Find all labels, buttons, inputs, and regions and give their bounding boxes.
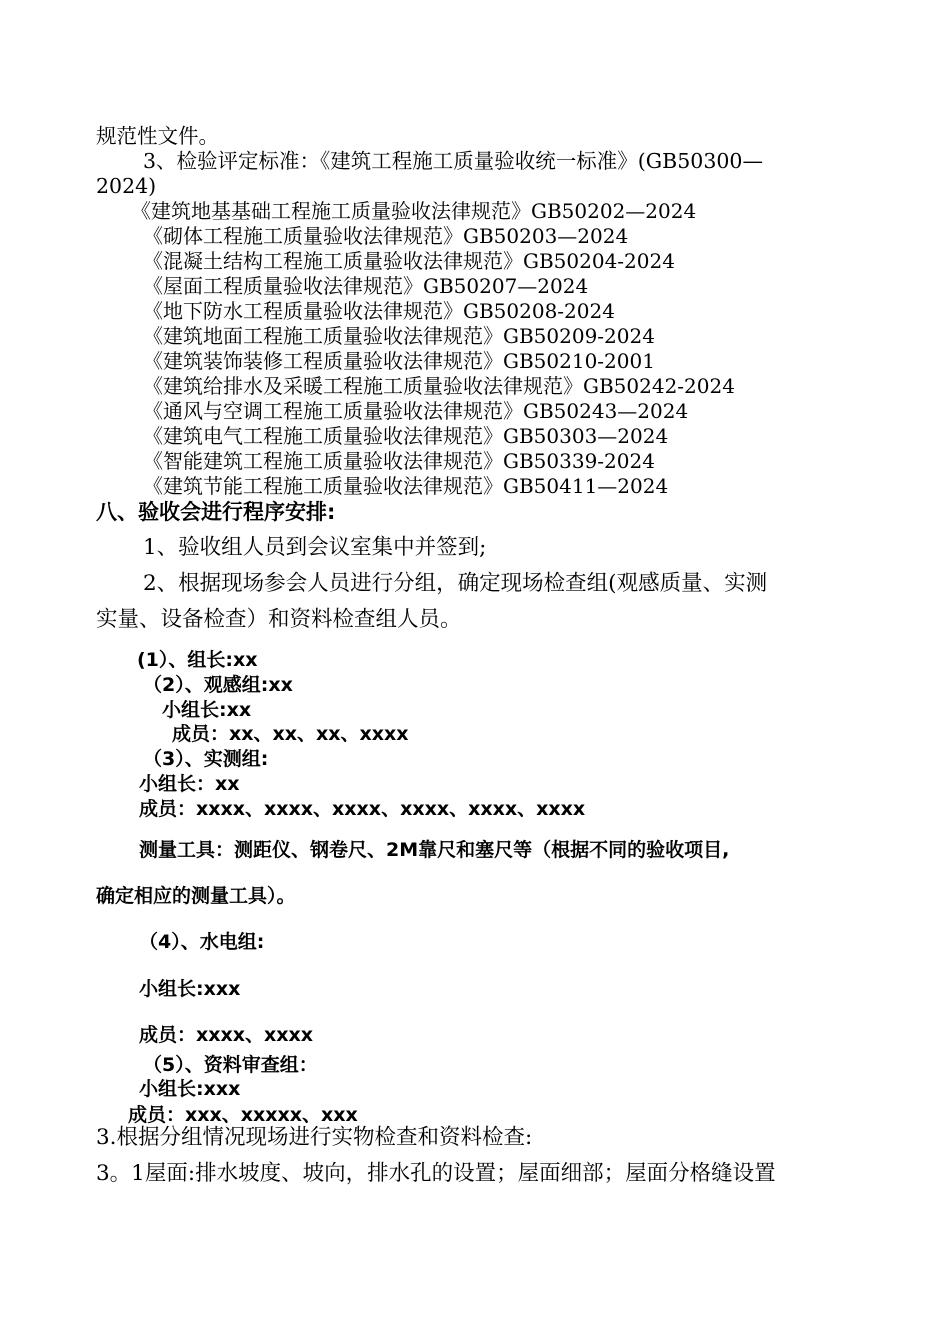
paragraph: 实量、设备检查）和资料检查组人员。 [96, 607, 462, 632]
standard-item: 《通风与空调工程施工质量验收法律规范》GB50243—2024 [143, 399, 689, 423]
standard-item: 《建筑地面工程施工质量验收法律规范》GB50209-2024 [143, 324, 655, 348]
paragraph: 3.根据分组情况现场进行实物检查和资料检查: [96, 1125, 533, 1150]
group-heading: （3）、实测组: [143, 748, 269, 770]
group-heading: （5）、资料审查组： [143, 1054, 318, 1076]
group-members: 成员：xx、xx、xx、xxxx [172, 723, 409, 745]
standard-item: 《建筑节能工程施工质量验收法律规范》GB50411—2024 [143, 474, 669, 498]
standard-item: 《地下防水工程质量验收法律规范》GB50208-2024 [143, 299, 615, 323]
group-members: 成员：xxxx、xxxx [139, 1024, 314, 1046]
standard-item: 《屋面工程质量验收法律规范》GB50207—2024 [143, 274, 589, 298]
standard-item: 《智能建筑工程施工质量验收法律规范》GB50339-2024 [143, 449, 655, 473]
paragraph: 2、根据现场参会人员进行分组，确定现场检查组(观感质量、实测 [143, 571, 768, 596]
group-members: 成员：xxxx、xxxx、xxxx、xxxx、xxxx、xxxx [139, 798, 586, 820]
standard-item: 《建筑给排水及采暖工程施工质量验收法律规范》GB50242-2024 [143, 374, 735, 398]
standard-item: 《建筑装饰装修工程质量验收法律规范》GB50210-2001 [143, 349, 655, 373]
intro-line-3: 2024) [96, 174, 157, 198]
standard-item: 《混凝土结构工程施工质量验收法律规范》GB50204-2024 [143, 249, 675, 273]
group-leader: (1）、组长:xx [137, 649, 258, 671]
standard-item: 《砌体工程施工质量验收法律规范》GB50203—2024 [143, 224, 629, 248]
section-heading: 八、验收会进行程序安排: [96, 500, 336, 524]
intro-line-2: 3、检验评定标准：《建筑工程施工质量验收统一标准》(GB50300— [143, 149, 763, 173]
intro-line-1: 规范性文件。 [96, 124, 219, 148]
group-heading: （4）、水电组: [139, 931, 265, 953]
group-members: 成员：xxx、xxxxx、xxx [128, 1104, 358, 1126]
tools-text: 确定相应的测量工具）。 [96, 885, 296, 907]
group-subleader: 小组长:xxx [139, 1078, 241, 1100]
group-subleader: 小组长：xx [139, 773, 240, 795]
group-heading: （2）、观感组:xx [143, 674, 293, 696]
paragraph: 3。1屋面:排水坡度、坡向，排水孔的设置；屋面细部；屋面分格缝设置 [96, 1161, 776, 1186]
standard-item: 《建筑地基基础工程施工质量验收法律规范》GB50202—2024 [131, 199, 697, 223]
group-subleader: 小组长:xx [162, 699, 252, 721]
tools-text: 测量工具：测距仪、钢卷尺、2M靠尺和塞尺等（根据不同的验收项目, [139, 839, 730, 861]
standard-item: 《建筑电气工程施工质量验收法律规范》GB50303—2024 [143, 424, 669, 448]
paragraph: 1、验收组人员到会议室集中并签到; [143, 535, 487, 560]
group-subleader: 小组长:xxx [139, 978, 241, 1000]
